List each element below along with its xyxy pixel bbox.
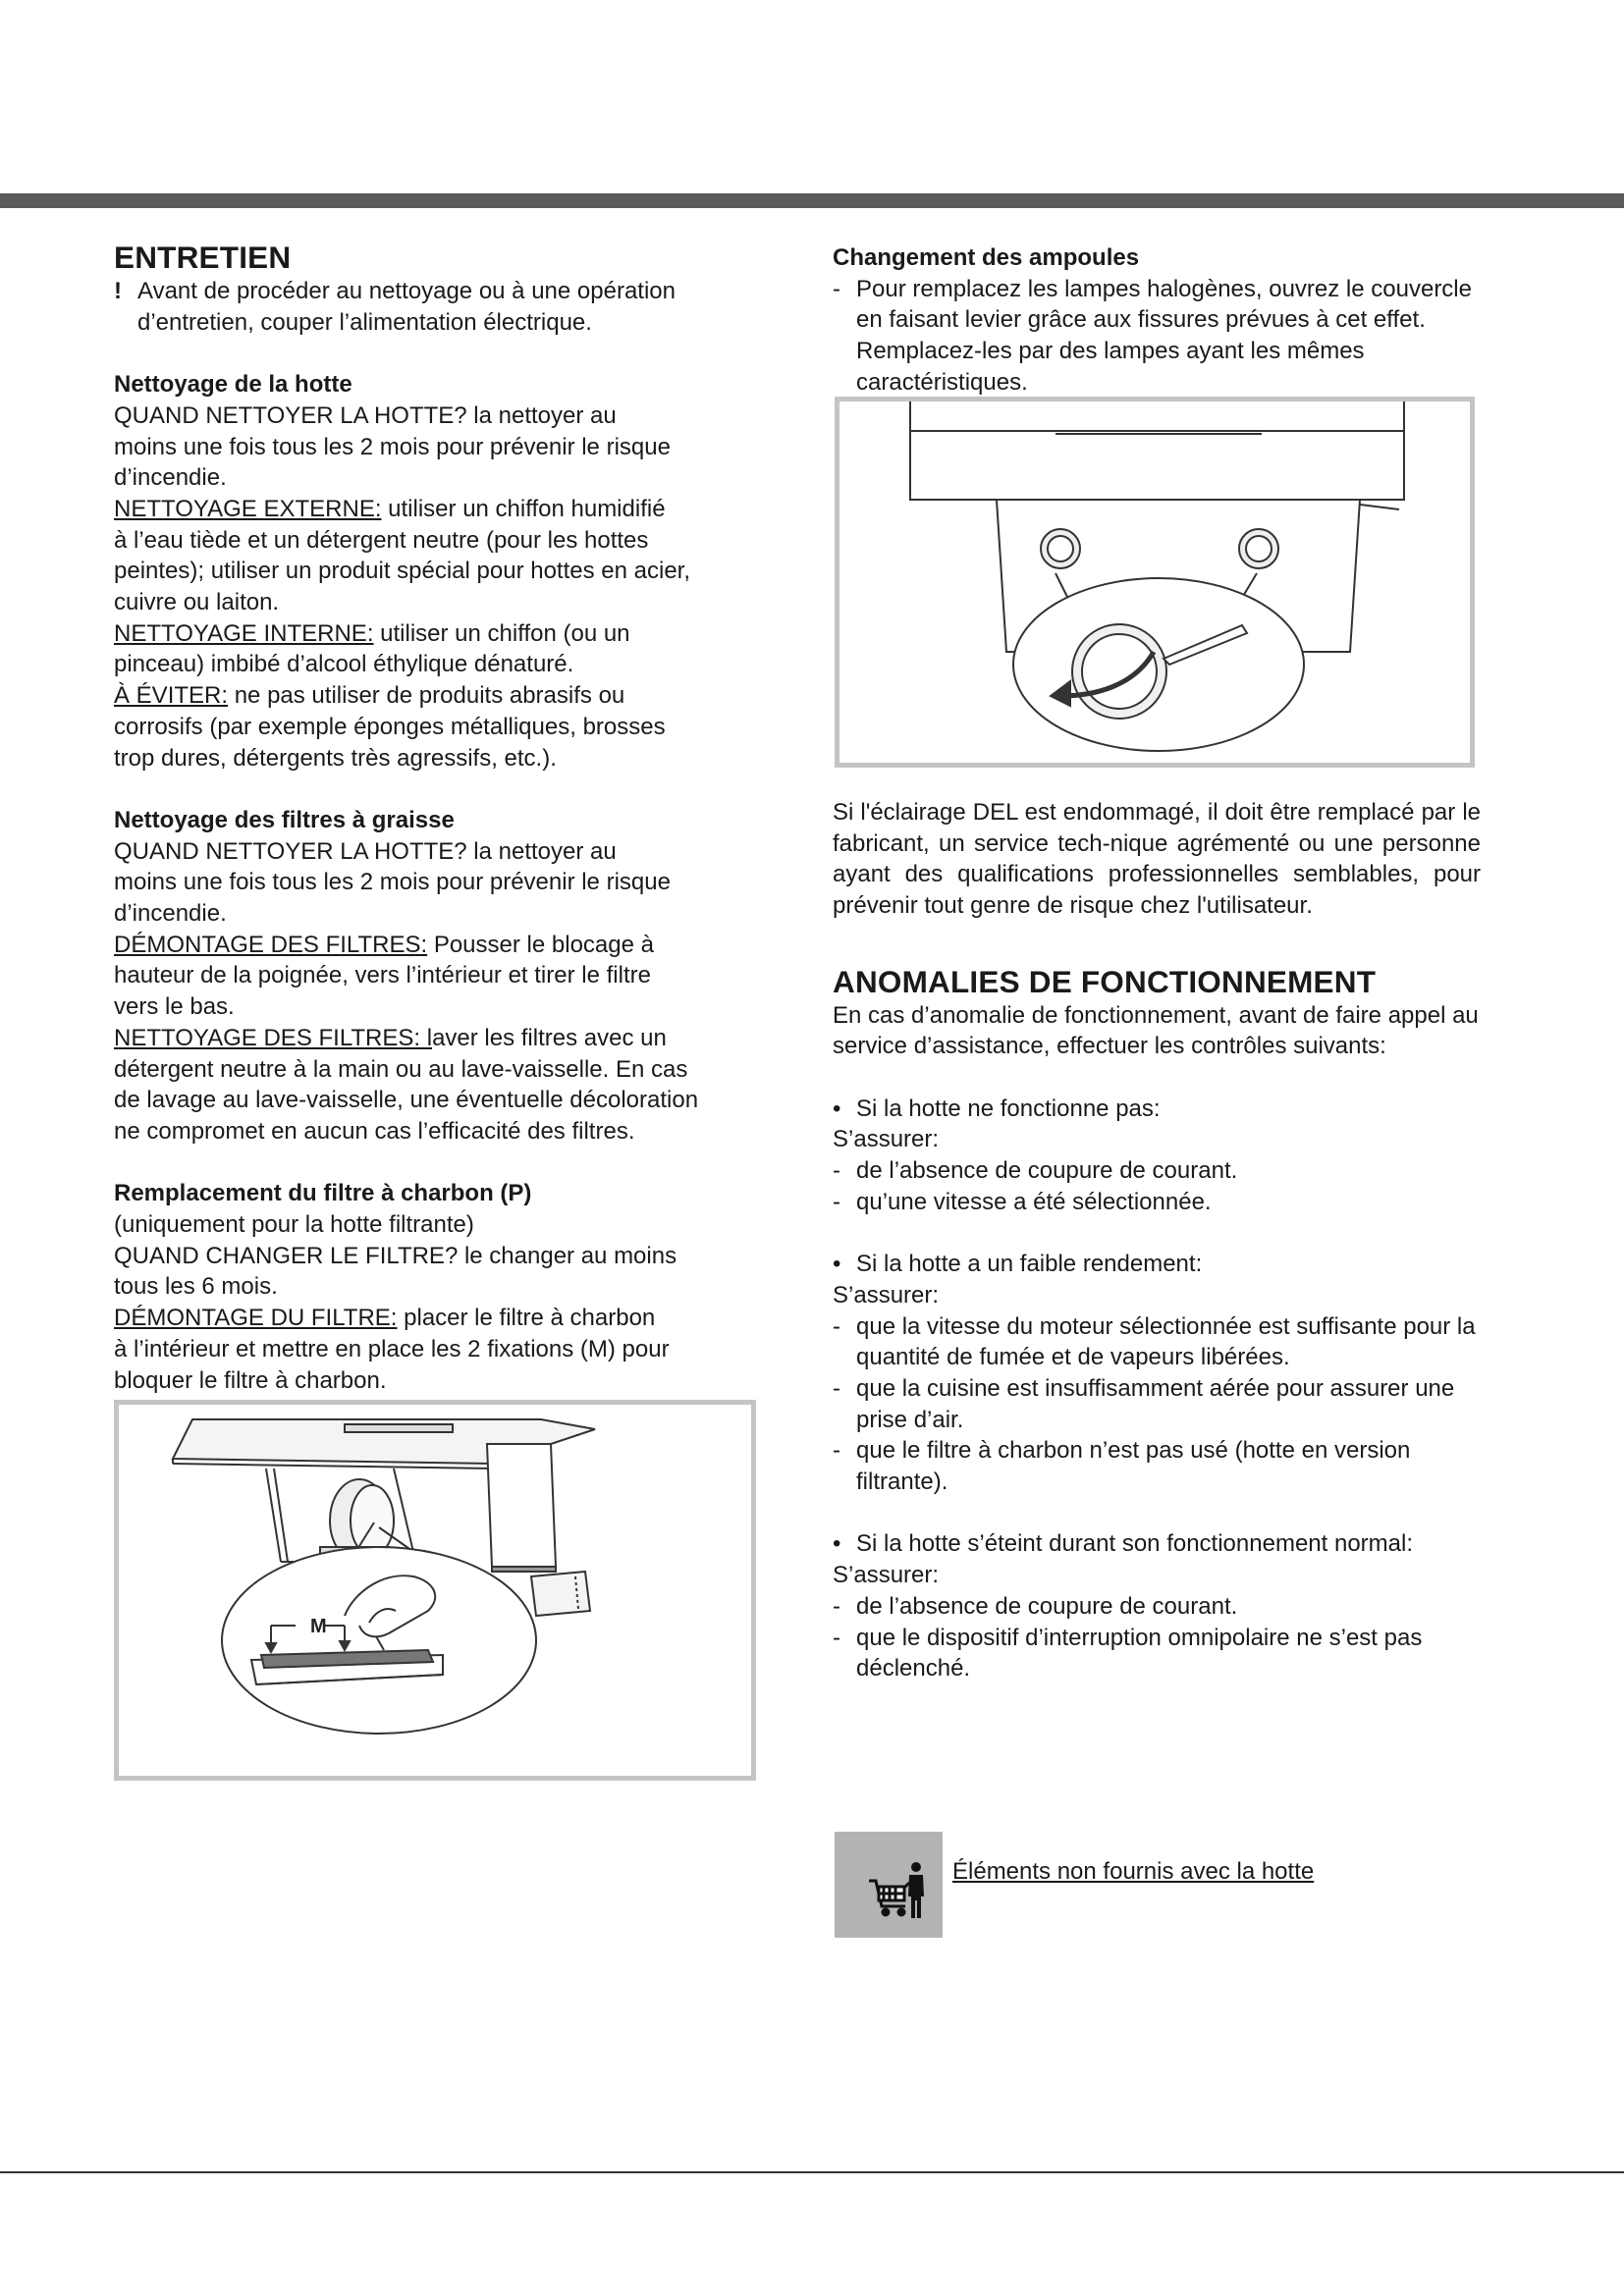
anomaly-group: • Si la hotte ne fonctionne pas: S’assurer: - de l’absence de coupure de courant. - qu’une vitesse a été sélectionnée. <box>833 1094 1481 1218</box>
filter-removal-line: hauteur de la poignée, vers l’intérieur et tirer le filtre <box>114 962 651 989</box>
section-title-anomalies: ANOMALIES DE FONCTIONNEMENT <box>833 963 1377 999</box>
charcoal-line: QUAND CHANGER LE FILTRE? le changer au moins <box>114 1242 677 1269</box>
external-line: cuivre ou laiton. <box>114 589 280 616</box>
grease-when-line: moins une fois tous les 2 mois pour prévenir le risque <box>114 869 671 896</box>
external-label: NETTOYAGE EXTERNE: <box>114 495 382 522</box>
not-supplied-note: Éléments non fournis avec la hotte <box>952 1858 1315 1885</box>
warning-mark: ! <box>114 278 122 304</box>
check-item: qu’une vitesse a été sélectionnée. <box>856 1188 1212 1215</box>
led-note: Si l'éclairage DEL est endommagé, il doit être remplacé par le fabricant, un service tech-nique agrémenté ou une personne ayant des qualifications professionnelles semblables, pour prévenir tout genre de risque chez l'utilisateur. <box>833 799 1481 920</box>
charcoal-removal-line: bloquer le filtre à charbon. <box>114 1366 387 1394</box>
avoid-line: trop dures, détergents très agressifs, etc.). <box>114 744 557 772</box>
filter-removal: DÉMONTAGE DES FILTRES: Pousser le blocage à <box>114 931 654 958</box>
check-label: S’assurer: <box>833 1126 940 1153</box>
heading-grease-filters: Nettoyage des filtres à graisse <box>114 806 455 833</box>
anomaly-group: • Si la hotte a un faible rendement: S’assurer: - que la vitesse du moteur sélectionnée est suffisante pour la quantité de fumée et de vapeurs libérées. - que la cuisine est insuffisamment aérée pour assurer une prise d’air. - que le filtre à charbon n’est pas usé (hotte en version filtrante). <box>833 1249 1481 1498</box>
fixation-label: M <box>310 1616 327 1637</box>
hood-when-line: QUAND NETTOYER LA HOTTE? la nettoyer au <box>114 401 617 429</box>
hood-when-line: d’incendie. <box>114 464 227 492</box>
internal-cleaning: NETTOYAGE INTERNE: utiliser un chiffon (ou un <box>114 619 630 647</box>
check-label: S’assurer: <box>833 1562 940 1589</box>
charcoal-removal: DÉMONTAGE DU FILTRE: placer le filtre à charbon <box>114 1305 656 1332</box>
external-cleaning: NETTOYAGE EXTERNE: utiliser un chiffon humidifié <box>114 495 666 522</box>
check-item: de l’absence de coupure de courant. <box>856 1592 1238 1620</box>
check-item: que la vitesse du moteur sélectionnée est suffisante pour la quantité de fumée et de vapeurs libérées. <box>856 1312 1476 1371</box>
warning-text: Avant de procéder au nettoyage ou à une opération d’entretien, couper l’alimentation électrique. <box>137 278 676 336</box>
charcoal-removal-line: à l’intérieur et mettre en place les 2 fixations (M) pour <box>114 1335 670 1362</box>
grease-when-line: QUAND NETTOYER LA HOTTE? la nettoyer au <box>114 837 617 865</box>
anomaly-group: • Si la hotte s’éteint durant son fonctionnement normal: S’assurer: - de l’absence de coupure de courant. - que le dispositif d’interruption omnipolaire ne s’est pas déclenché. <box>833 1528 1481 1684</box>
filter-washing-line: ne compromet en aucun cas l’efficacité des filtres. <box>114 1117 635 1145</box>
section-title-entretien: ENTRETIEN <box>114 240 292 275</box>
filter-washing-label: NETTOYAGE DES FILTRES: l <box>114 1024 433 1051</box>
heading-hood-cleaning: Nettoyage de la hotte <box>114 371 352 399</box>
bulb-instruction-text: Pour remplacez les lampes halogènes, ouvrez le couvercle en faisant levier grâce aux fissures prévues à cet effet. Remplacez-les par des lampes ayant les mêmes caractéristiques. <box>856 275 1472 396</box>
internal-line: pinceau) imbibé d’alcool éthylique dénaturé. <box>114 651 574 678</box>
avoid-line: corrosifs (par exemple éponges métalliques, brosses <box>114 713 666 740</box>
heading-bulb-replacement: Changement des ampoules <box>833 244 1140 271</box>
charcoal-line: tous les 6 mois. <box>114 1273 278 1301</box>
internal-label: NETTOYAGE INTERNE: <box>114 619 374 647</box>
anomaly-condition: Si la hotte s’éteint durant son fonctionnement normal: <box>856 1530 1413 1558</box>
header-bar <box>0 193 1624 208</box>
hood-lamp-drawing <box>839 401 1470 763</box>
safety-warning <box>114 276 762 338</box>
avoid-label: À ÉVITER: <box>114 682 229 710</box>
heading-charcoal-filter: Remplacement du filtre à charbon (P) <box>114 1180 532 1207</box>
check-item: que le dispositif d’interruption omnipolaire ne s’est pas déclenché. <box>856 1624 1423 1682</box>
bulb-instruction: - Pour remplacez les lampes halogènes, ouvrez le couvercle en faisant levier grâce aux fissures prévues à cet effet. Remplacez-les par des lampes ayant les mêmes caractéristiques. <box>833 274 1481 399</box>
charcoal-filter-illustration <box>114 1400 756 1781</box>
hood-when-line: moins une fois tous les 2 mois pour prévenir le risque <box>114 433 671 460</box>
filter-washing-line: détergent neutre à la main ou au lave-vaisselle. En cas <box>114 1055 688 1083</box>
external-line: à l’eau tiède et un détergent neutre (pour les hottes <box>114 526 649 554</box>
charcoal-line: (uniquement pour la hotte filtrante) <box>114 1211 474 1239</box>
anomaly-condition: Si la hotte ne fonctionne pas: <box>856 1095 1161 1122</box>
bulb-replacement-illustration <box>835 397 1475 768</box>
grease-when-line: d’incendie. <box>114 900 227 928</box>
anomalies-intro: En cas d’anomalie de fonctionnement, avant de faire appel au service d’assistance, effectuer les contrôles suivants: <box>833 1001 1479 1060</box>
check-label: S’assurer: <box>833 1281 940 1308</box>
filter-washing-line: de lavage au lave-vaisselle, une éventuelle décoloration <box>114 1087 699 1114</box>
avoid-warning: À ÉVITER: ne pas utiliser de produits abrasifs ou <box>114 682 625 710</box>
filter-washing: NETTOYAGE DES FILTRES: laver les filtres avec un <box>114 1024 667 1051</box>
anomaly-condition: Si la hotte a un faible rendement: <box>856 1251 1203 1278</box>
right-column <box>833 242 1481 399</box>
check-item: de l’absence de coupure de courant. <box>856 1157 1238 1184</box>
check-item: que le filtre à charbon n’est pas usé (hotte en version filtrante). <box>856 1437 1411 1496</box>
left-column <box>114 239 762 1396</box>
filter-removal-line: vers le bas. <box>114 993 235 1021</box>
hood-filter-drawing <box>119 1405 751 1776</box>
check-item: que la cuisine est insuffisamment aérée pour assurer une prise d’air. <box>856 1374 1455 1433</box>
filter-removal-label: DÉMONTAGE DES FILTRES: <box>114 931 428 958</box>
charcoal-removal-label: DÉMONTAGE DU FILTRE: <box>114 1305 398 1332</box>
right-column-lower <box>833 797 1481 1684</box>
footer-rule <box>0 2171 1624 2173</box>
external-line: peintes); utiliser un produit spécial pour hottes en acier, <box>114 558 691 585</box>
shopping-cart-icon <box>835 1832 943 1938</box>
